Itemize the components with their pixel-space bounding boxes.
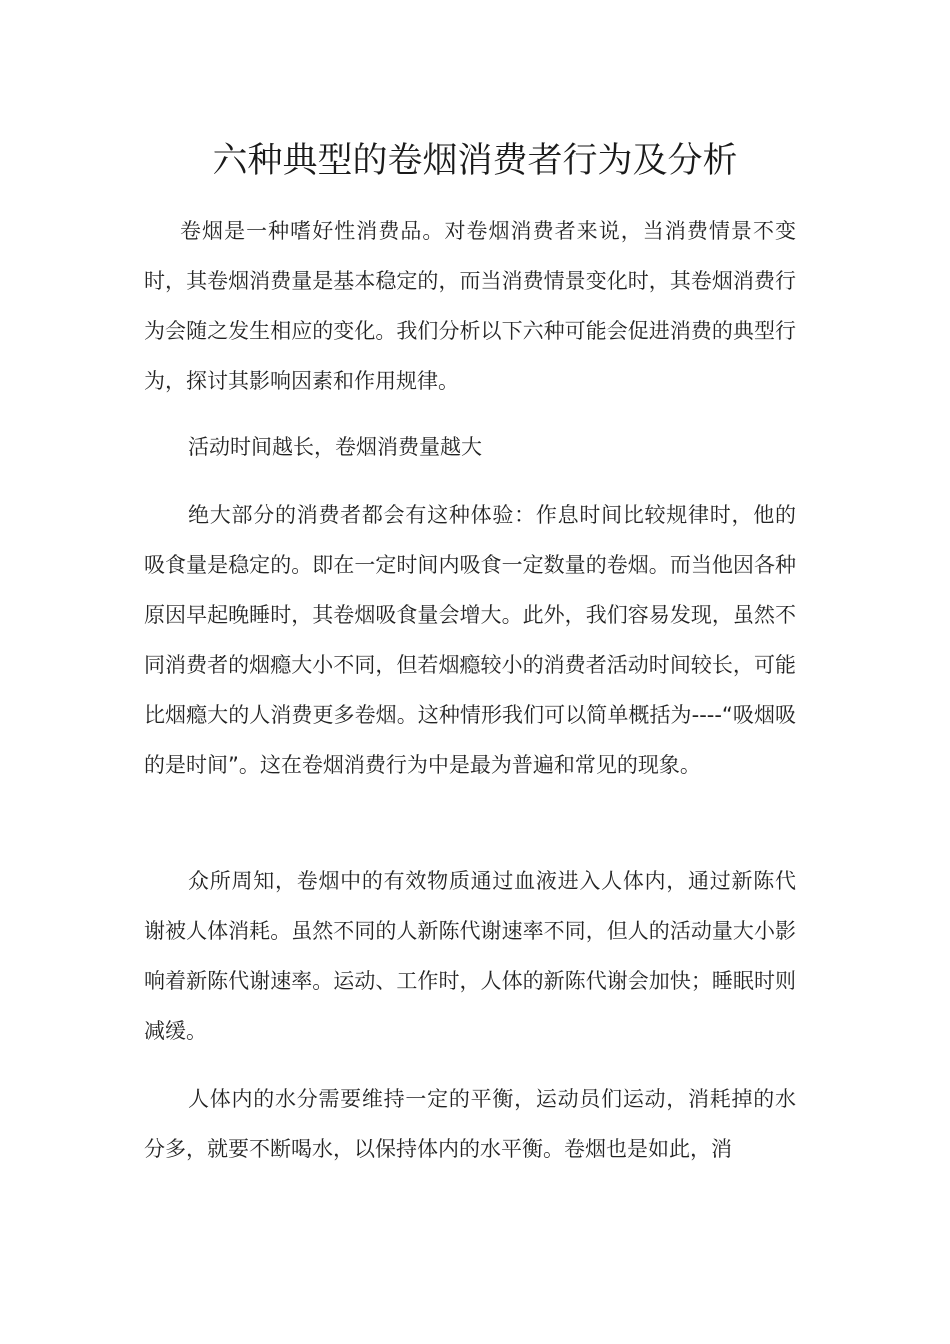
paragraph-water-balance: 人体内的水分需要维持一定的平衡，运动员们运动，消耗掉的水分多，就要不断喝水，以保持体内的水平衡。卷烟也是如此，消: [144, 1087, 796, 1161]
section-heading: 活动时间越长，卷烟消费量越大: [188, 435, 482, 459]
paragraph-metabolism: 众所周知，卷烟中的有效物质通过血液进入人体内，通过新陈代谢被人体消耗。虽然不同的人新陈代谢速率不同，但人的活动量大小影响着新陈代谢速率。运动、工作时，人体的新陈代谢会加快；睡眠时则减缓。: [144, 869, 796, 1043]
document-title: 六种典型的卷烟消费者行为及分析: [212, 141, 738, 181]
paragraph-experience: 绝大部分的消费者都会有这种体验：作息时间比较规律时，他的吸食量是稳定的。即在一定时间内吸食一定数量的卷烟。而当他因各种原因早起晚睡时，其卷烟吸食量会增大。此外，我们容易发现，虽然不同消费者的烟瘾大小不同，但若烟瘾较小的消费者活动时间较长，可能比烟瘾大的人消费更多卷烟。这种情形我们可以简单概括为----“吸烟吸的是时间”。这在卷烟消费行为中是最为普遍和常见的现象。: [144, 503, 796, 777]
paragraph-intro: 卷烟是一种嗜好性消费品。对卷烟消费者来说，当消费情景不变时，其卷烟消费量是基本稳定的，而当消费情景变化时，其卷烟消费行为会随之发生相应的变化。我们分析以下六种可能会促进消费的典型行为，探讨其影响因素和作用规律。: [144, 219, 796, 393]
